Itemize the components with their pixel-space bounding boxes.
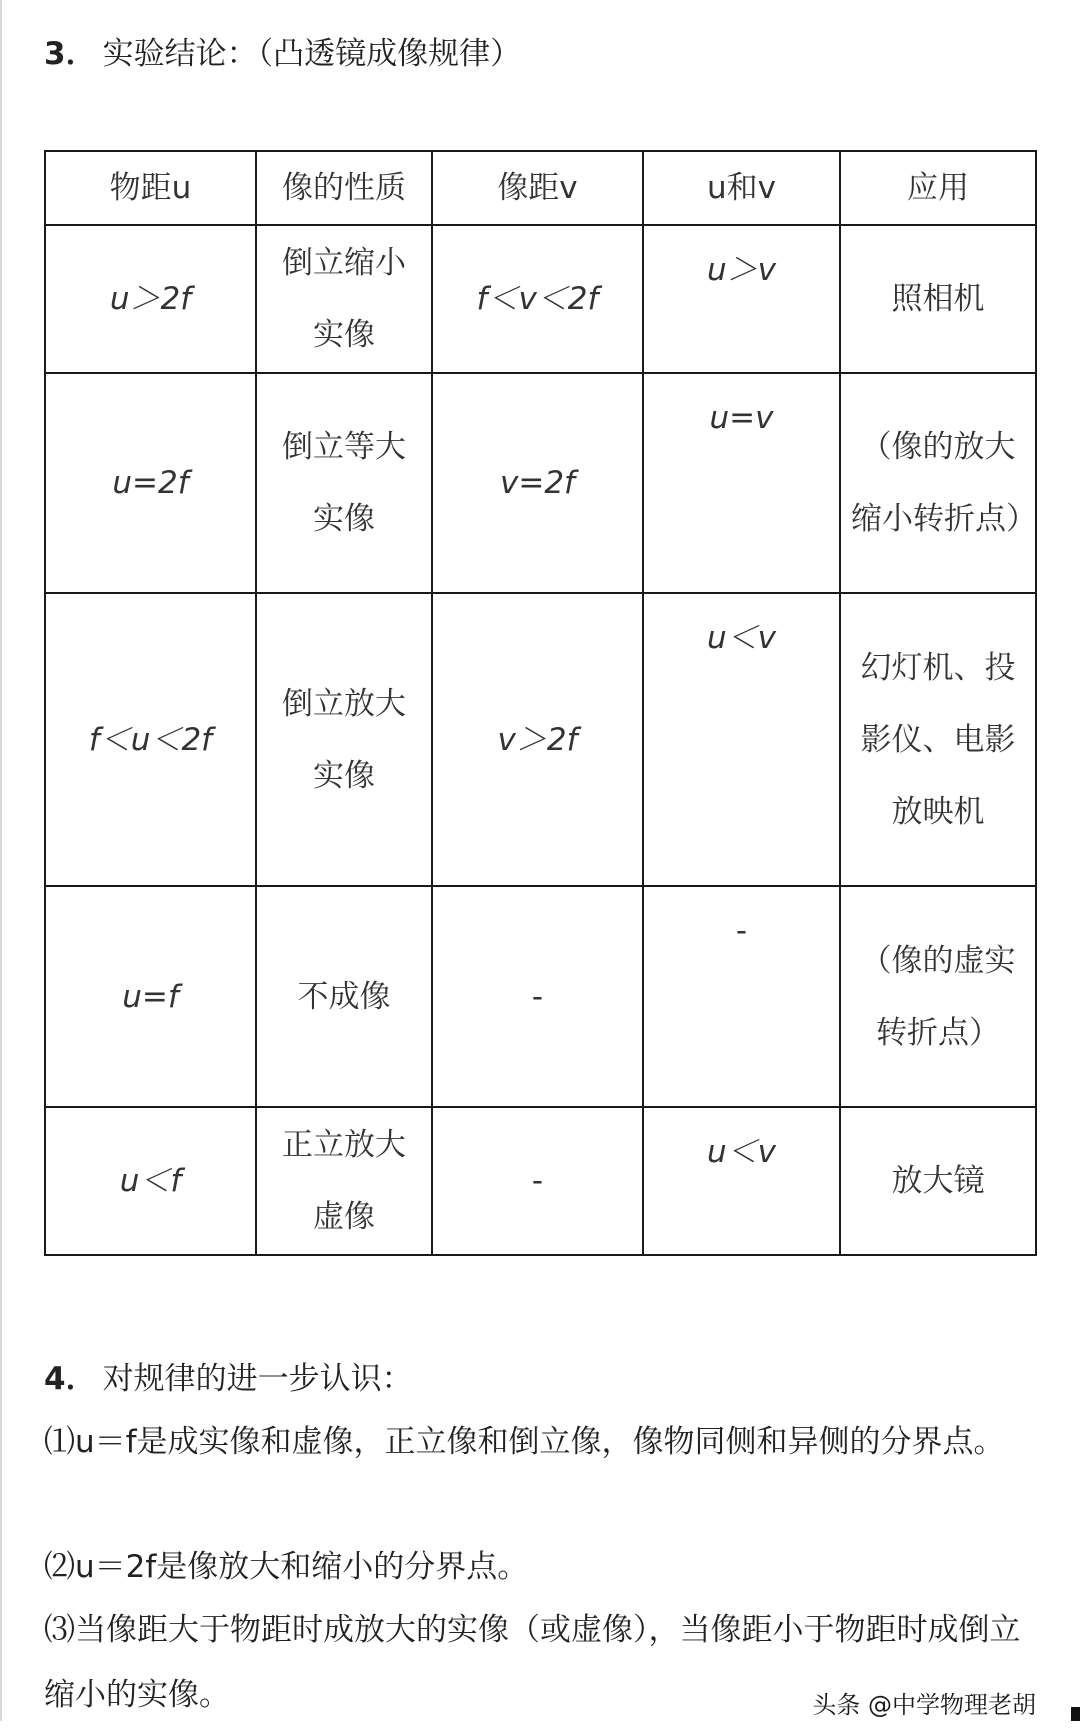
left-border bbox=[0, 0, 2, 1721]
cell-image-distance: - bbox=[432, 1107, 643, 1255]
cell-u-v-relation: u=v bbox=[643, 373, 840, 593]
rule-item-3: ⑶当像距大于物距时成放大的实像（或虚像），当像距小于物距时成倒立缩小的实像。 bbox=[44, 1612, 1021, 1713]
section-3-title: 实验结论：（凸透镜成像规律） bbox=[102, 36, 522, 72]
table-row bbox=[45, 886, 1036, 1107]
header-object-distance: 物距u bbox=[45, 151, 256, 225]
cell-object-distance: u＜f bbox=[45, 1107, 256, 1255]
table-row bbox=[45, 373, 1036, 593]
corner-mark bbox=[1071, 1707, 1080, 1721]
cell-image-distance: f＜v＜2f bbox=[432, 225, 643, 373]
table-row bbox=[45, 225, 1036, 373]
cell-u-v-relation: u＞v bbox=[643, 225, 840, 373]
author-watermark: 头条 @中学物理老胡 bbox=[812, 1691, 1036, 1719]
cell-object-distance: u＞2f bbox=[45, 225, 256, 373]
table-row bbox=[45, 593, 1036, 886]
cell-application: （像的放大缩小转折点） bbox=[840, 373, 1036, 593]
cell-image-nature: 正立放大虚像 bbox=[256, 1107, 432, 1255]
section-4-title: 对规律的进一步认识： bbox=[102, 1361, 413, 1397]
lens-imaging-table bbox=[44, 150, 1037, 1256]
cell-u-v-relation: u＜v bbox=[643, 1107, 840, 1255]
section-4-number: 4． bbox=[44, 1361, 97, 1397]
cell-image-nature: 倒立放大实像 bbox=[256, 593, 432, 886]
header-image-distance: 像距v bbox=[432, 151, 643, 225]
cell-image-distance: - bbox=[432, 886, 643, 1107]
rule-item-1: ⑴u＝f是成实像和虚像，正立像和倒立像，像物同侧和异侧的分界点。 bbox=[44, 1424, 1005, 1460]
header-application: 应用 bbox=[840, 151, 1036, 225]
header-image-nature: 像的性质 bbox=[256, 151, 432, 225]
header-u-v-relation: u和v bbox=[643, 151, 840, 225]
section-3-heading bbox=[44, 34, 521, 74]
cell-image-distance: v＞2f bbox=[432, 593, 643, 886]
rule-item-2: ⑵u＝2f是像放大和缩小的分界点。 bbox=[44, 1549, 529, 1585]
cell-image-distance: v=2f bbox=[432, 373, 643, 593]
cell-image-nature: 不成像 bbox=[256, 886, 432, 1107]
table-header-row bbox=[45, 151, 1036, 225]
cell-u-v-relation: - bbox=[643, 886, 840, 1107]
cell-object-distance: u=f bbox=[45, 886, 256, 1107]
cell-image-nature: 倒立等大实像 bbox=[256, 373, 432, 593]
cell-object-distance: f＜u＜2f bbox=[45, 593, 256, 886]
cell-application: 放大镜 bbox=[840, 1107, 1036, 1255]
cell-application: 照相机 bbox=[840, 225, 1036, 373]
cell-application: （像的虚实转折点） bbox=[840, 886, 1036, 1107]
cell-image-nature: 倒立缩小实像 bbox=[256, 225, 432, 373]
cell-object-distance: u=2f bbox=[45, 373, 256, 593]
table-row bbox=[45, 1107, 1036, 1255]
cell-u-v-relation: u＜v bbox=[643, 593, 840, 886]
cell-application: 幻灯机、投影仪、电影放映机 bbox=[840, 593, 1036, 886]
section-4-heading bbox=[44, 1359, 413, 1399]
section-3-number: 3． bbox=[44, 36, 97, 72]
